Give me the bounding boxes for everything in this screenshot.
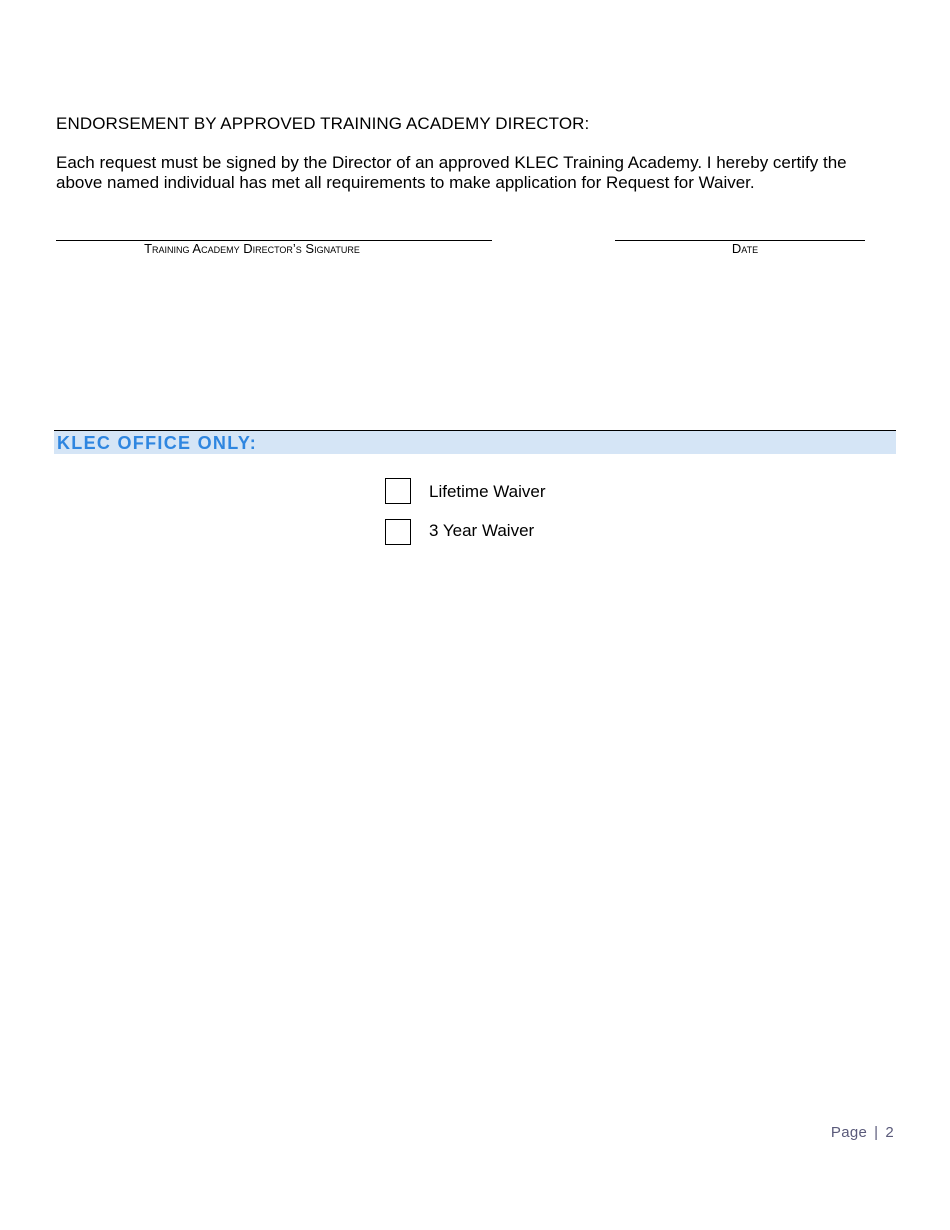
date-line[interactable] [615, 223, 865, 241]
date-caption: Date [731, 241, 759, 256]
endorsement-heading: ENDORSEMENT BY APPROVED TRAINING ACADEMY DIRECTOR: [56, 114, 590, 133]
page-word: Page [830, 1124, 868, 1141]
lifetime-waiver-checkbox[interactable] [385, 478, 411, 504]
signature-caption: Training Academy Director’s Signature [144, 241, 360, 256]
signature-line[interactable] [56, 223, 492, 241]
three-year-waiver-label: 3 Year Waiver [429, 521, 535, 540]
lifetime-waiver-label: Lifetime Waiver [429, 482, 546, 501]
three-year-waiver-checkbox[interactable] [385, 519, 411, 545]
office-only-section-bar [54, 430, 896, 454]
page-footer [831, 1124, 894, 1141]
office-only-title: KLEC OFFICE ONLY: [57, 433, 258, 453]
page-separator: | [874, 1124, 879, 1141]
page-number: 2 [885, 1124, 894, 1141]
endorsement-body: Each request must be signed by the Director of an approved KLEC Training Academy. I hereby certify the above named individual has met all requirements to make application for Request for Waiver. [56, 153, 847, 192]
